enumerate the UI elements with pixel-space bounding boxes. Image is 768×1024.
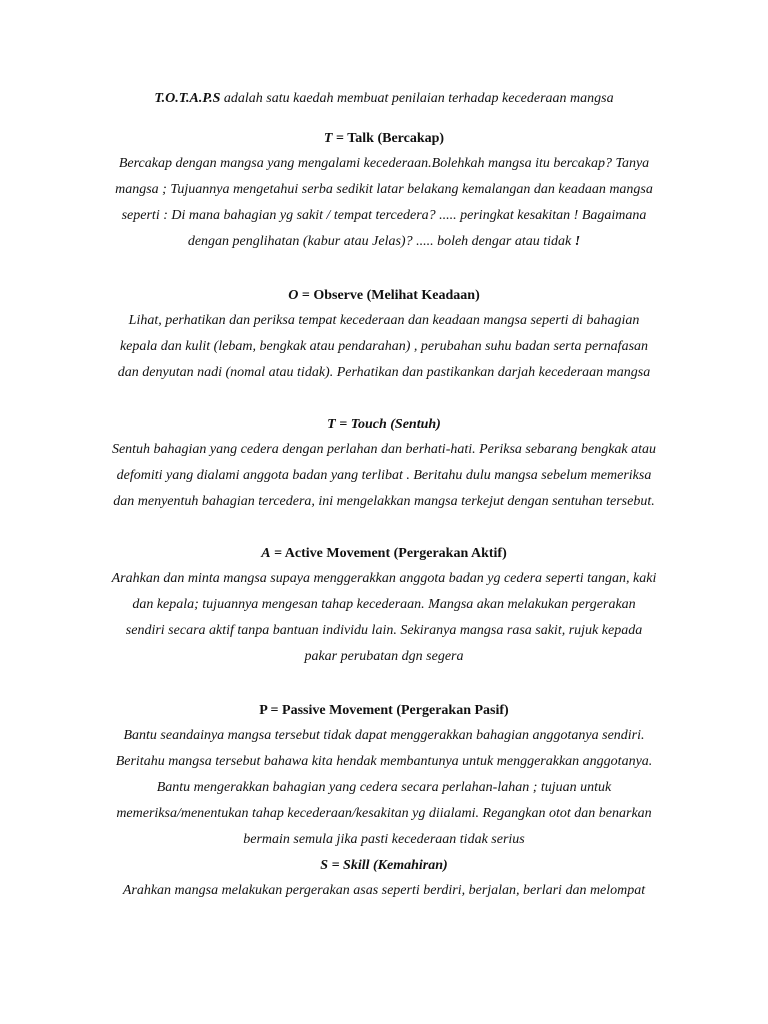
body-observe	[84, 308, 684, 386]
section-observe	[84, 286, 684, 386]
text-line: memeriksa/menentukan tahap kecederaan/kesakitan yg diialami. Regangkan otot dan benarkan	[116, 806, 652, 821]
body-passive-movement	[84, 723, 684, 853]
intro-line	[84, 89, 684, 109]
body-active-movement	[84, 566, 684, 670]
text-line: dan denyutan nadi (nomal atau tidak). Perhatikan dan pastikankan darjah kecederaan mangsa	[117, 365, 651, 380]
text-line: Beritahu mangsa tersebut bahawa kita hendak membantunya untuk menggerakkan anggotanya.	[115, 754, 653, 769]
intro-text: adalah satu kaedah membuat penilaian terhadap kecederaan mangsa	[220, 91, 614, 106]
heading-talk: T = Talk (Bercakap)	[323, 131, 445, 146]
totaps-acronym: T.O.T.A.P.S	[154, 91, 221, 106]
text-line: bermain semula jika pasti kecederaan tidak serius	[243, 832, 525, 847]
section-touch	[84, 415, 684, 515]
body-skill	[84, 878, 684, 904]
text-line: dengan penglihatan (kabur atau Jelas)? ..... boleh dengar atau tidak !	[187, 234, 581, 249]
text-line: Sentuh bahagian yang cedera dengan perlahan dan berhati-hati. Periksa sebarang bengkak atau	[111, 442, 657, 457]
text-line: kepala dan kulit (lebam, bengkak atau pendarahan) , perubahan suhu badan serta pernafasan	[119, 339, 649, 354]
text-line: dan menyentuh bahagian tercedera, ini mengelakkan mangsa terkejut dengan sentuhan tersebut.	[113, 494, 655, 509]
heading-touch: T = Touch (Sentuh)	[327, 417, 441, 432]
section-active-movement	[84, 544, 684, 670]
section-passive-movement	[84, 701, 684, 853]
text-line: defomiti yang dialami anggota badan yang terlibat . Beritahu dulu mangsa sebelum memeriksa	[116, 468, 652, 483]
text-line: Bantu mengerakkan bahagian yang cedera secara perlahan-lahan ; tujuan untuk	[156, 780, 612, 795]
heading-observe: O = Observe (Melihat Keadaan)	[288, 288, 480, 303]
heading-passive-movement: P = Passive Movement (Pergerakan Pasif)	[259, 703, 509, 718]
text-line: mangsa ; Tujuannya mengetahui serba sedikit latar belakang kemalangan dan keadaan mangsa	[115, 182, 653, 197]
text-line: dan kepala; tujuannya mengesan tahap kecederaan. Mangsa akan melakukan pergerakan	[132, 597, 636, 612]
body-touch	[84, 437, 684, 515]
body-talk	[84, 151, 684, 255]
section-talk	[84, 129, 684, 255]
heading-skill: S = Skill (Kemahiran)	[320, 858, 448, 873]
text-line: Arahkan mangsa melakukan pergerakan asas seperti berdiri, berjalan, berlari dan melompat	[122, 883, 646, 898]
section-skill	[84, 856, 684, 904]
heading-active-movement: A = Active Movement (Pergerakan Aktif)	[261, 546, 507, 561]
text-line: Bantu seandainya mangsa tersebut tidak dapat menggerakkan bahagian anggotanya sendiri.	[123, 728, 645, 743]
text-line: Bercakap dengan mangsa yang mengalami kecederaan.Bolehkah mangsa itu bercakap? Tanya	[118, 156, 650, 171]
text-line: sendiri secara aktif tanpa bantuan individu lain. Sekiranya mangsa rasa sakit, rujuk kepada	[125, 623, 643, 638]
text-line: seperti : Di mana bahagian yg sakit / tempat tercedera? ..... peringkat kesakitan ! Bagaimana	[121, 208, 647, 223]
text-line: pakar perubatan dgn segera	[304, 649, 464, 664]
text-line: Arahkan dan minta mangsa supaya menggerakkan anggota badan yg cedera seperti tangan, kaki	[111, 571, 657, 586]
text-line: Lihat, perhatikan dan periksa tempat kecederaan dan keadaan mangsa seperti di bahagian	[128, 313, 640, 328]
